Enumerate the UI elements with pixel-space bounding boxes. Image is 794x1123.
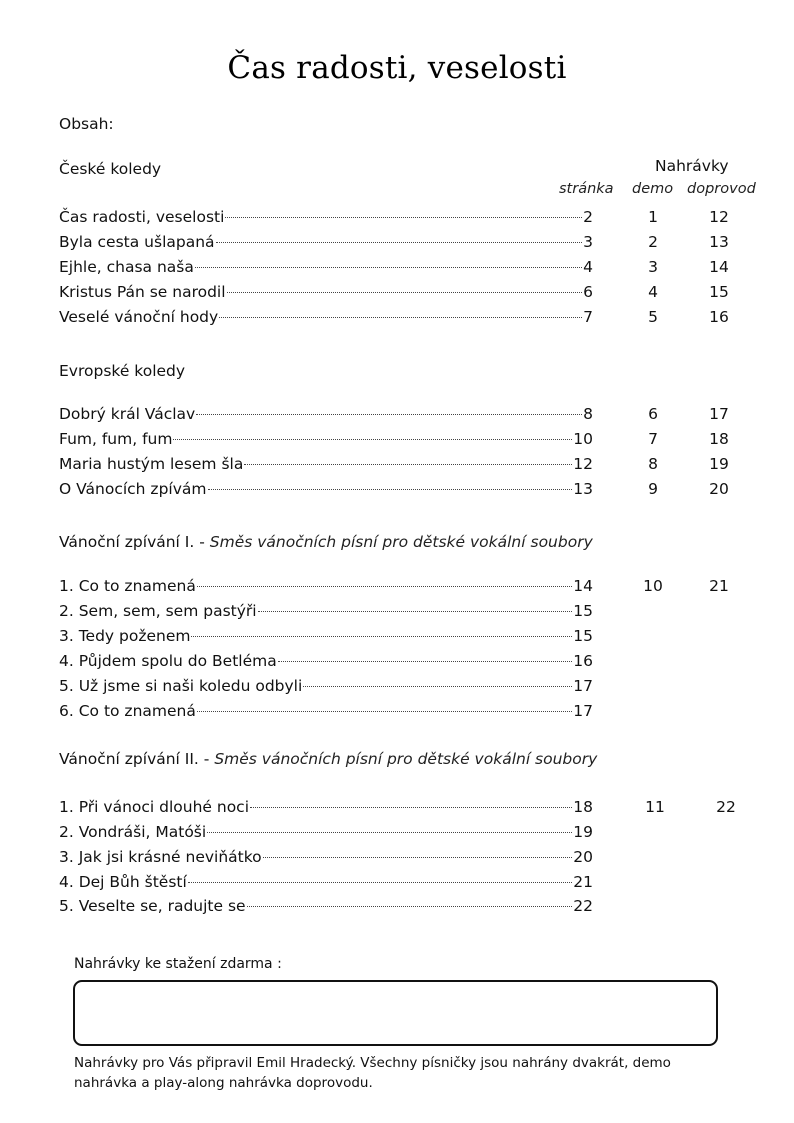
dot-leader	[225, 216, 582, 218]
demo-number: 8	[648, 455, 658, 473]
toc-row[interactable]	[59, 702, 593, 722]
toc-title: Dobrý král Václav	[59, 405, 196, 423]
toc-row[interactable]	[59, 602, 593, 622]
toc-title: 5. Už jsme si naši koledu odbyli	[59, 677, 303, 695]
toc-row[interactable]	[59, 897, 593, 917]
toc-page: 13	[573, 480, 593, 498]
toc-title: 2. Vondráši, Matóši	[59, 823, 207, 841]
toc-title: 1. Co to znamená	[59, 577, 196, 595]
dot-leader	[208, 488, 573, 490]
accomp-number: 19	[709, 455, 729, 473]
accomp-number: 22	[716, 798, 736, 816]
dot-leader	[197, 710, 572, 712]
toc-row[interactable]	[59, 455, 593, 475]
demo-number: 7	[648, 430, 658, 448]
toc-page: 17	[573, 702, 593, 720]
toc-row[interactable]	[59, 798, 593, 818]
toc-page: 8	[583, 405, 593, 423]
section-heading-text: Vánoční zpívání I. -	[59, 533, 210, 551]
toc-row[interactable]	[59, 652, 593, 672]
toc-row[interactable]	[59, 283, 593, 303]
demo-number: 3	[648, 258, 658, 276]
toc-title: 4. Dej Bůh štěstí	[59, 873, 187, 891]
dot-leader	[195, 266, 582, 268]
dot-leader	[258, 610, 573, 612]
toc-title: 3. Tedy poženem	[59, 627, 191, 645]
footer-note: Nahrávky pro Vás připravil Emil Hradecký. Všechny písničky jsou nahrány dvakrát, demo nahrávka a play-along nahrávka doprovodu.	[74, 1055, 671, 1091]
section-heading-text: Vánoční zpívání II. -	[59, 750, 215, 768]
section-subheading: Směs vánočních písní pro dětské vokální soubory	[214, 750, 598, 768]
dot-leader	[191, 635, 572, 637]
toc-title: O Vánocích zpívám	[59, 480, 207, 498]
toc-title: Ejhle, chasa naša	[59, 258, 194, 276]
demo-number: 10	[643, 577, 663, 595]
toc-title: Byla cesta ušlapaná	[59, 233, 215, 251]
toc-page: 4	[583, 258, 593, 276]
demo-number: 5	[648, 308, 658, 326]
accomp-number: 18	[709, 430, 729, 448]
demo-number: 2	[648, 233, 658, 251]
demo-number: 6	[648, 405, 658, 423]
dot-leader	[244, 463, 572, 465]
toc-row[interactable]	[59, 848, 593, 868]
accomp-number: 20	[709, 480, 729, 498]
dot-leader	[197, 585, 572, 587]
toc-row[interactable]	[59, 233, 593, 253]
accomp-number: 14	[709, 258, 729, 276]
dot-leader	[303, 685, 572, 687]
toc-page: 18	[573, 798, 593, 816]
dot-leader	[173, 438, 572, 440]
dot-leader	[188, 881, 572, 883]
demo-number: 4	[648, 283, 658, 301]
recordings-header: Nahrávky	[655, 157, 729, 175]
download-label: Nahrávky ke stažení zdarma :	[74, 956, 282, 972]
toc-page: 20	[573, 848, 593, 866]
toc-page: 17	[573, 677, 593, 695]
accomp-number: 21	[709, 577, 729, 595]
column-header-demo: demo	[632, 181, 674, 197]
toc-row[interactable]	[59, 823, 593, 843]
accomp-number: 13	[709, 233, 729, 251]
toc-row[interactable]	[59, 480, 593, 500]
toc-page: 3	[583, 233, 593, 251]
toc-title: 4. Půjdem spolu do Betléma	[59, 652, 277, 670]
dot-leader	[216, 241, 583, 243]
toc-row[interactable]	[59, 405, 593, 425]
section-heading-singing-2	[59, 750, 597, 768]
demo-number: 1	[648, 208, 658, 226]
dot-leader	[196, 413, 582, 415]
toc-page: 7	[583, 308, 593, 326]
demo-number: 11	[645, 798, 665, 816]
toc-row[interactable]	[59, 208, 593, 228]
section-subheading: Směs vánočních písní pro dětské vokální soubory	[209, 533, 593, 551]
toc-page: 22	[573, 897, 593, 915]
toc-row[interactable]	[59, 873, 593, 893]
toc-title: Fum, fum, fum	[59, 430, 173, 448]
toc-page: 16	[573, 652, 593, 670]
accomp-number: 16	[709, 308, 729, 326]
column-header-page: stránka	[559, 181, 614, 197]
accomp-number: 17	[709, 405, 729, 423]
toc-page: 21	[573, 873, 593, 891]
accomp-number: 12	[709, 208, 729, 226]
contents-label: Obsah:	[59, 115, 114, 133]
download-link-box[interactable]	[73, 980, 718, 1046]
toc-page: 15	[573, 602, 593, 620]
toc-title: Kristus Pán se narodil	[59, 283, 226, 301]
section-heading-czech: České koledy	[59, 160, 162, 178]
toc-page: 6	[583, 283, 593, 301]
toc-title: 2. Sem, sem, sem pastýři	[59, 602, 257, 620]
dot-leader	[227, 291, 583, 293]
section-heading-singing-1	[59, 533, 593, 551]
toc-row[interactable]	[59, 258, 593, 278]
toc-page: 12	[573, 455, 593, 473]
page-title: Čas radosti, veselosti	[227, 50, 567, 86]
toc-page: 19	[573, 823, 593, 841]
dot-leader	[219, 316, 582, 318]
demo-number: 9	[648, 480, 658, 498]
toc-page: 14	[573, 577, 593, 595]
toc-title: 1. Při vánoci dlouhé noci	[59, 798, 250, 816]
toc-title: Maria hustým lesem šla	[59, 455, 244, 473]
dot-leader	[263, 856, 573, 858]
dot-leader	[278, 660, 573, 662]
toc-page: 15	[573, 627, 593, 645]
dot-leader	[250, 806, 572, 808]
toc-row[interactable]	[59, 430, 593, 450]
accomp-number: 15	[709, 283, 729, 301]
toc-title: 3. Jak jsi krásné neviňátko	[59, 848, 262, 866]
toc-row[interactable]	[59, 677, 593, 697]
dot-leader	[207, 831, 572, 833]
toc-row[interactable]	[59, 627, 593, 647]
toc-row[interactable]	[59, 308, 593, 328]
toc-title: 5. Veselte se, radujte se	[59, 897, 246, 915]
toc-title: Čas radosti, veselosti	[59, 208, 225, 226]
column-header-accompaniment: doprovod	[687, 181, 756, 197]
toc-title: 6. Co to znamená	[59, 702, 196, 720]
toc-page: 2	[583, 208, 593, 226]
toc-title: Veselé vánoční hody	[59, 308, 219, 326]
toc-row[interactable]	[59, 577, 593, 597]
dot-leader	[247, 905, 573, 907]
toc-page: 10	[573, 430, 593, 448]
section-heading-european: Evropské koledy	[59, 362, 186, 380]
